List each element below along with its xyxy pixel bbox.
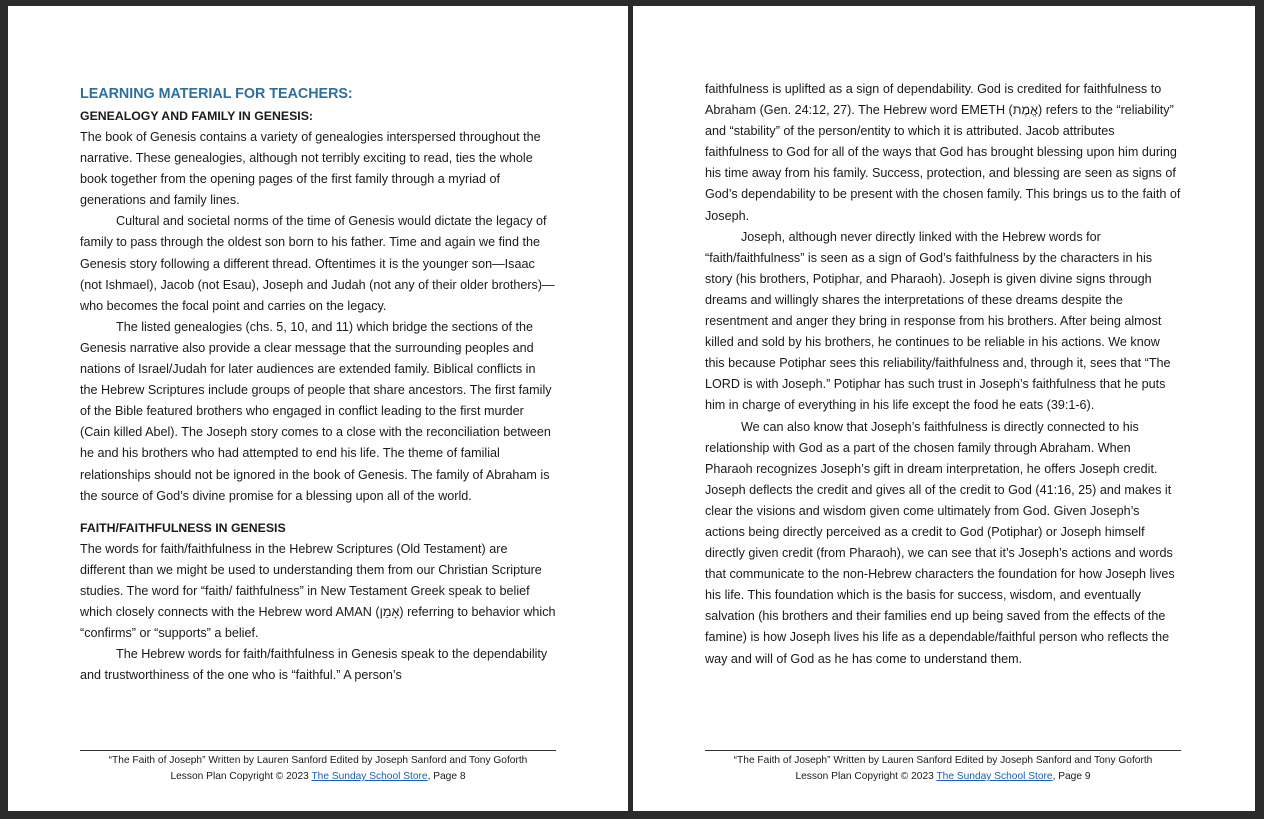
footer-credits: “The Faith of Joseph” Written by Lauren Sanford Edited by Joseph Sanford and Tony Goforth xyxy=(108,755,528,766)
paragraph: The listed genealogies (chs. 5, 10, and 11) which bridge the sections of the Genesis narrative also provide a clear message that the surrounding peoples and nations of Israel/Judah for later audiences are extended family. Biblical conflicts in the Hebrew Scriptures include groups of people that share ancestors. The first family of the Bible featured brothers who engaged in conflict leading to the first murder (Cain killed Abel). The Joseph story comes to a close with the reconciliation between he and his brothers who had attempted to end his life. The theme of familial relationships should not be ignored in the book of Genesis. The family of Abraham is the source of God’s divine promise for a blessing upon all of the world. xyxy=(80,319,552,503)
page-8-body xyxy=(80,82,556,686)
page-footer xyxy=(80,750,556,785)
paragraph: We can also know that Joseph’s faithfulness is directly connected to his relationship with God as a part of the chosen family through Abraham. When Pharaoh recognizes Joseph’s gift in dream interpretation, he offers Joseph credit. Joseph deflects the credit and gives all of the credit to God (41:16, 25) and makes it clear the visions and wisdom given come ultimately from God. Given Joseph’s actions being directly perceived as a credit to God (Potiphar) or Joseph himself directly given credit (from Pharaoh), we can see that it’s Joseph’s actions and words that communicate to the non-Hebrew characters the foundation for how Joseph lives his life. This foundation which is the basis for success, wisdom, and eventually salvation (his brothers and their families end up being saved from the effects of the famine) is how Joseph lives his life as a dependable/faithful person who reflects the way and will of God as he has come to understand them. xyxy=(705,419,1175,666)
page-heading: LEARNING MATERIAL FOR TEACHERS: xyxy=(80,86,353,102)
paragraph: Joseph, although never directly linked with the Hebrew words for “faith/faithfulness” is seen as a sign of God’s faithfulness by the characters in his story (his brothers, Potiphar, and Pharaoh). Joseph is given divine signs through dreams and willingly shares the interpretations of these dreams despite the resentment and anger they bring in response from his brothers. After being almost killed and sold by his brothers, he continues to be reliable in his actions. We know this because Potiphar sees this reliability/faithfulness and, through it, sees that “The LORD is with Joseph.” Potiphar has such trust in Joseph’s faithfulness that he puts him in charge of everything in his life except the food he eats (39:1-6). xyxy=(705,229,1171,413)
footer-copyright: Lesson Plan Copyright © 2023 The Sunday School Store, Page 8 xyxy=(170,771,466,782)
paragraph: Cultural and societal norms of the time of Genesis would dictate the legacy of family to pass through the oldest son born to his father. Time and again we find the Genesis story following a different thread. Oftentimes it is the younger son—Isaac (not Ishmael), Jacob (not Esau), Joseph and Judah (not any of their older brothers)—who becomes the focal point and carries on the legacy. xyxy=(80,214,555,313)
paragraph: faithfulness is uplifted as a sign of dependability. God is credited for faithfulness to Abraham (Gen. 24:12, 27). The Hebrew word EMETH (אֱמֶת) refers to the “reliability” and “stability” of the person/entity to which it is attributed. Jacob attributes faithfulness to God for all of the ways that God has brought blessing upon him during his time away from his family. Success, protection, and blessing are seen as signs of God’s dependability to be present with the chosen family. This brings us to the faith of Joseph. xyxy=(705,82,1181,223)
page-9 xyxy=(633,6,1255,811)
page-9-body xyxy=(705,79,1181,670)
sunday-school-store-link[interactable]: The Sunday School Store xyxy=(936,771,1053,782)
paragraph: The Hebrew words for faith/faithfulness in Genesis speak to the dependability and trustworthiness of the one who is “faithful.” A person’s xyxy=(80,647,548,683)
footer-copyright: Lesson Plan Copyright © 2023 The Sunday School Store, Page 9 xyxy=(795,771,1091,782)
section-title-genealogy: GENEALOGY AND FAMILY IN GENESIS: xyxy=(80,109,313,123)
page-8 xyxy=(8,6,628,811)
paragraph: The words for faith/faithfulness in the Hebrew Scriptures (Old Testament) are different than we might be used to understanding them from our Christian Scripture studies. The word for “faith/ faithfulness” in New Testament Greek speak to belief which closely connects with the Hebrew word AMAN (אָמֵן) referring to behavior which “confirms” or “supports” a belief. xyxy=(80,541,556,641)
page-footer xyxy=(705,750,1181,785)
footer-credits: “The Faith of Joseph” Written by Lauren Sanford Edited by Joseph Sanford and Tony Goforth xyxy=(733,755,1153,766)
paragraph: The book of Genesis contains a variety of genealogies interspersed throughout the narrative. These genealogies, although not terribly exciting to read, ties the whole book together from the opening pages of the first family through a myriad of generations and family lines. xyxy=(80,130,541,208)
sunday-school-store-link[interactable]: The Sunday School Store xyxy=(311,771,428,782)
section-title-faith: FAITH/FAITHFULNESS IN GENESIS xyxy=(80,520,286,535)
